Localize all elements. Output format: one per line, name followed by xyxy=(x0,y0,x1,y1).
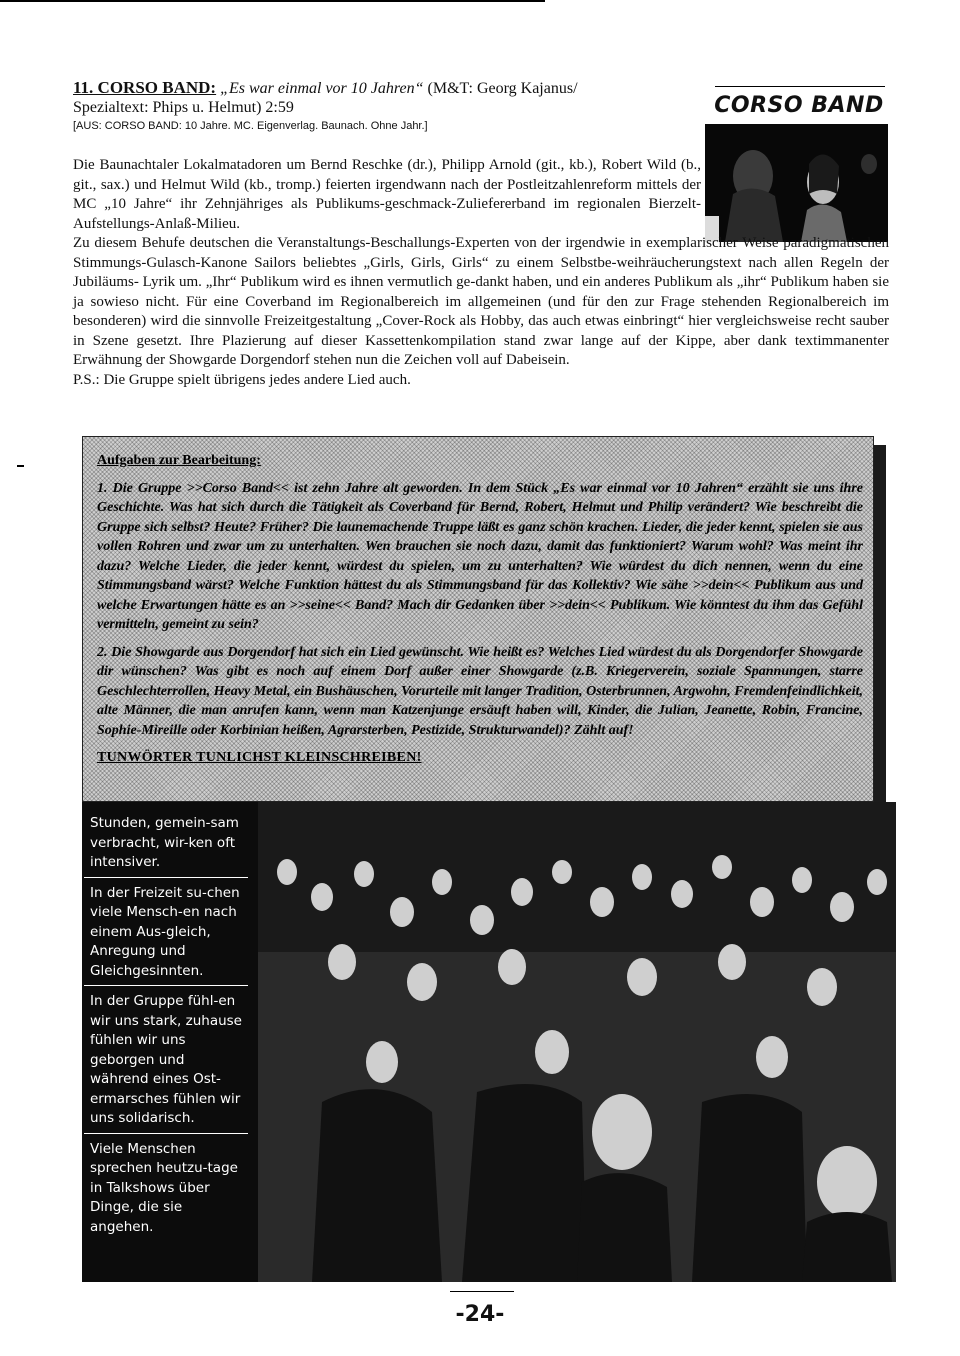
sidebar-block-4: Viele Menschen sprechen heutzu-tage in Talkshows über Dinge, die sie angehen. xyxy=(84,1133,248,1242)
sidebar-block-1: Stunden, gemein-sam verbracht, wir-ken oft intensiver. xyxy=(90,815,239,870)
task-box xyxy=(82,436,874,802)
song-header xyxy=(73,78,713,134)
song-title: „Es war einmal vor 10 Jahren“ xyxy=(220,80,424,97)
sidebar-quotes xyxy=(82,808,258,1280)
top-rule xyxy=(0,0,545,2)
band-logo xyxy=(705,86,893,118)
page-number: -24- xyxy=(455,1302,505,1327)
logo-rule xyxy=(715,86,885,87)
sidebar-block-3: In der Gruppe fühl-en wir uns stark, zuhause fühlen wir uns geborgen und während eines Ost-ermarsches fühlen wir uns solidarisch. xyxy=(84,985,248,1133)
sidebar-block-2: In der Freizeit su-chen viele Mensch-en nach einem Aus-gleich, Anregung und Gleichgesinnten. xyxy=(84,877,248,986)
credits-line-2: Spezialtext: Phips u. Helmut) 2:59 xyxy=(73,99,294,116)
article-body xyxy=(73,156,889,390)
postscript: P.S.: Die Gruppe spielt übrigens jedes andere Lied auch. xyxy=(73,371,411,388)
task-1: 1. Die Gruppe >>Corso Band<< ist zehn Jahre alt geworden. In dem Stück „Es war einmal vor 10 Jahren“ erzählt sie uns ihre Geschichte. Was hat sich durch die Tätigkeit als Coverband für Bernd, Robert, Helmut und Philip verändert? Wie beschreibt die Gruppe sich selbst? Heute? Früher? Die launemachende Truppe läßt es ganz schön krachen. Lieder, die jeder kennt, spielen sie aus vollen Rohren und zwar um zu unterhalten. Wen brauchen sie noch dazu, damit das funktioniert? Warum wohl? Was meint ihr dazu? Welche Lieder, die jeder kennt, würdest du spielen, um zu unterhalten? Wie würdest du dich nennen, wenn du eine Stimmungsband wärst? Welche Funktion hättest du als Stimmungsband für das Kollektiv? Wie sähe >>dein<< Publikum aus und welche Erwartungen hätte es an >>seine<< Band? Mach dir Gedanken über >>dein<< Publikum. Wie könntest du ihm das Gefühl vermitteln, gemeint zu sein? xyxy=(97,480,863,632)
task-footer: TUNWÖRTER TUNLICHST KLEINSCHREIBEN! xyxy=(97,750,422,765)
title-line xyxy=(73,78,713,98)
logo-text: CORSO BAND xyxy=(714,93,884,118)
credits: (M&T: Georg Kajanus/ xyxy=(427,80,578,97)
paragraph-intro: Die Baunachtaler Lokalmatadoren um Bernd Reschke (dr.), Philipp Arnold (git., kb.), Robert Wild (b., git., sax.) und Helmut Wild (kb., tromp.) feierten irgendwann nach der Postleitzahlenreform mittels der MC „10 Jahre“ ihr Zehnjähriges als Publikums-geschmack-Zuliefererband im regionalen Bierzelt-Aufstellungs-Anlaß-Milieu. xyxy=(73,157,701,232)
track-number-title: 11. CORSO BAND: xyxy=(73,78,217,97)
paragraph-main: Zu diesem Behufe deutschen die Veranstaltungs-Beschallungs-Experten von der irgendwie in exemplarischer Weise paradigmatischen Stimmungs-Gulasch-Kanone Sailors beliebtes „Girls, Girls, Girls“ zu einem Selbstbe-weihräucherungstext nach allen Regeln der Jubiläums- Lyrik um. „Ihr“ Publikum wird es ihnen vermutlich ge-dankt haben, und ein anderes Publikum als „ihr“ Publikum haben sie ja sowieso nicht. Für eine Coverband im Regionalbereich im allgemeinen (und für den zur Frage stehenden Regionalbereich im besonderen) wird die sinnvolle Freizeitgestaltung „Cover-Rock als Hobby, das auch etwas einbringt“ hier vergleichsweise recht sauber in Szene gesetzt. Ihre Plazierung auf dieser Kassettenkompilation stand zwar lange auf der Kippe, aber dank textimmanenter Erwähnung der Showgarde Dorgendorf stehen nun die Zeichen voll auf Dabeisein. xyxy=(73,235,889,368)
page-number-rule xyxy=(450,1291,514,1292)
task-title: Aufgaben zur Bearbeitung: xyxy=(97,453,261,468)
task-2: 2. Die Showgarde aus Dorgendorf hat sich ein Lied gewünscht. Wie heißt es? Welches Lied würdest du als Dorgendorfer Showgarde dir wünschen? Was gibt es noch auf einem Dorf außer einer Showgarde (z.B. Kriegerverein, soziale Spannungen, starre Geschlechterrollen, Heavy Metal, ein Bushäuschen, Vorurteile mit langer Tradition, Osterbrunnen, Argwohn, Fremdenfeindlichkeit, alte Männer, die man anrufen kann, wenn man Katzenjunge ersäuft haben will, Kinder, die Julian, Jeanette, Robin, Francine, Sophie-Mireille oder Korbinian heißen, Agrarsterben, Pestizide, Strukturwandel)? Zählt auf! xyxy=(97,644,863,738)
margin-mark xyxy=(17,465,24,467)
source-note: [AUS: CORSO BAND: 10 Jahre. MC. Eigenverlag. Baunach. Ohne Jahr.] xyxy=(73,120,428,132)
